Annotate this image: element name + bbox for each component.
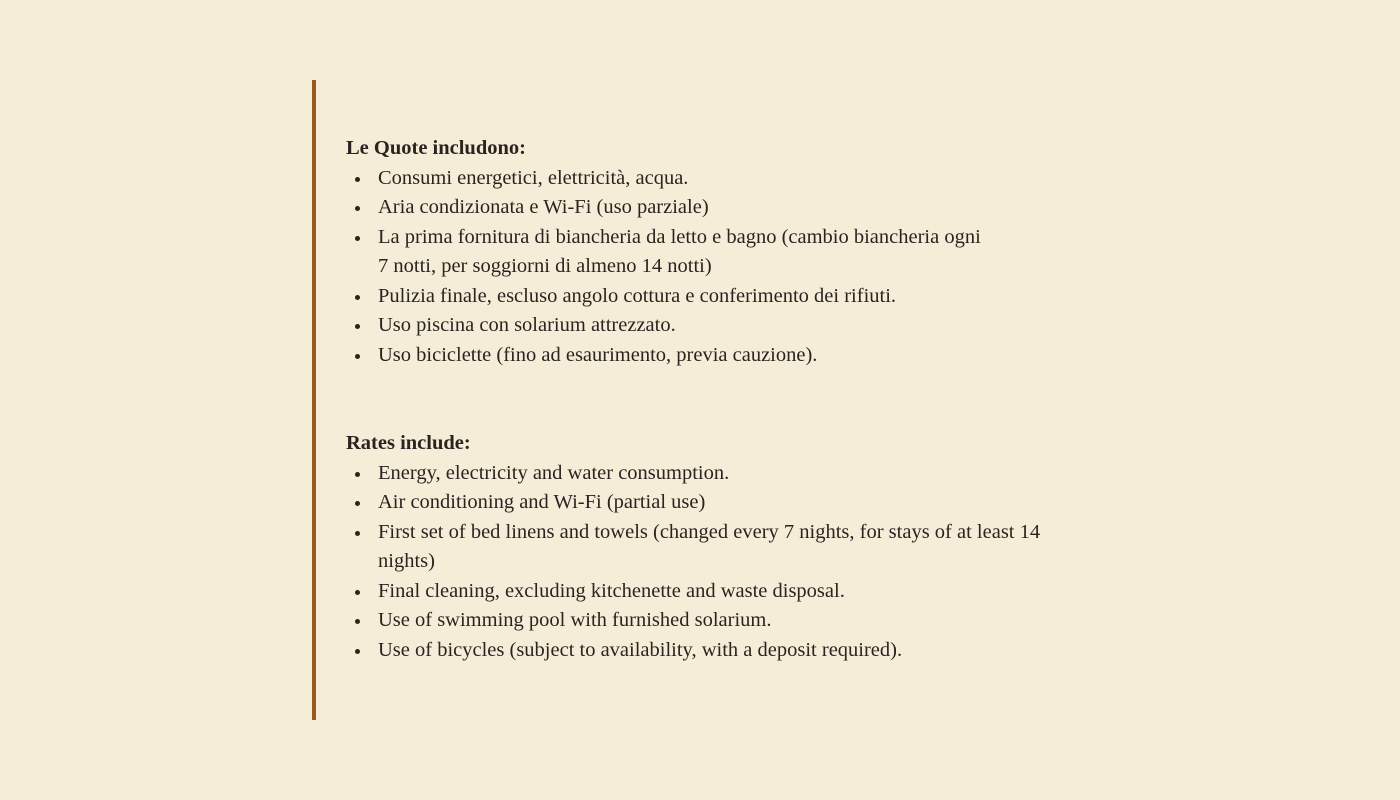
- english-heading: Rates include:: [346, 432, 471, 454]
- list-item: Use of bicycles (subject to availability, with a deposit required).: [346, 636, 1066, 666]
- rates-content: [346, 134, 1066, 665]
- bullet-icon: [355, 206, 360, 211]
- list-item: Uso biciclette (fino ad esaurimento, previa cauzione).: [346, 341, 1066, 371]
- bullet-icon: [355, 177, 360, 182]
- bullet-icon: [355, 472, 360, 477]
- bullet-icon: [355, 295, 360, 300]
- vertical-accent-rule: [312, 80, 316, 720]
- list-item: Energy, electricity and water consumption.: [346, 459, 1066, 489]
- bullet-icon: [355, 324, 360, 329]
- italian-list: [346, 164, 1066, 371]
- list-item: Final cleaning, excluding kitchenette and waste disposal.: [346, 577, 1066, 607]
- list-item: Use of swimming pool with furnished solarium.: [346, 606, 1066, 636]
- english-section: [346, 429, 1066, 665]
- list-item: La prima fornitura di biancheria da letto e bagno (cambio biancheria ogni 7 notti, per soggiorni di almeno 14 notti): [346, 223, 996, 282]
- italian-heading: Le Quote includono:: [346, 137, 526, 159]
- bullet-icon: [355, 354, 360, 359]
- italian-section: [346, 134, 1066, 370]
- list-item: Consumi energetici, elettricità, acqua.: [346, 164, 978, 194]
- bullet-icon: [355, 236, 360, 241]
- list-item: Pulizia finale, escluso angolo cottura e conferimento dei rifiuti.: [346, 282, 1066, 312]
- bullet-icon: [355, 590, 360, 595]
- list-item: Air conditioning and Wi-Fi (partial use): [346, 488, 1066, 518]
- list-item: Uso piscina con solarium attrezzato.: [346, 311, 1066, 341]
- bullet-icon: [355, 531, 360, 536]
- list-item: First set of bed linens and towels (changed every 7 nights, for stays of at least 14 nights): [346, 518, 1084, 577]
- bullet-icon: [355, 619, 360, 624]
- english-list: [346, 459, 1066, 666]
- list-item: Aria condizionata e Wi-Fi (uso parziale): [346, 193, 1066, 223]
- bullet-icon: [355, 649, 360, 654]
- bullet-icon: [355, 501, 360, 506]
